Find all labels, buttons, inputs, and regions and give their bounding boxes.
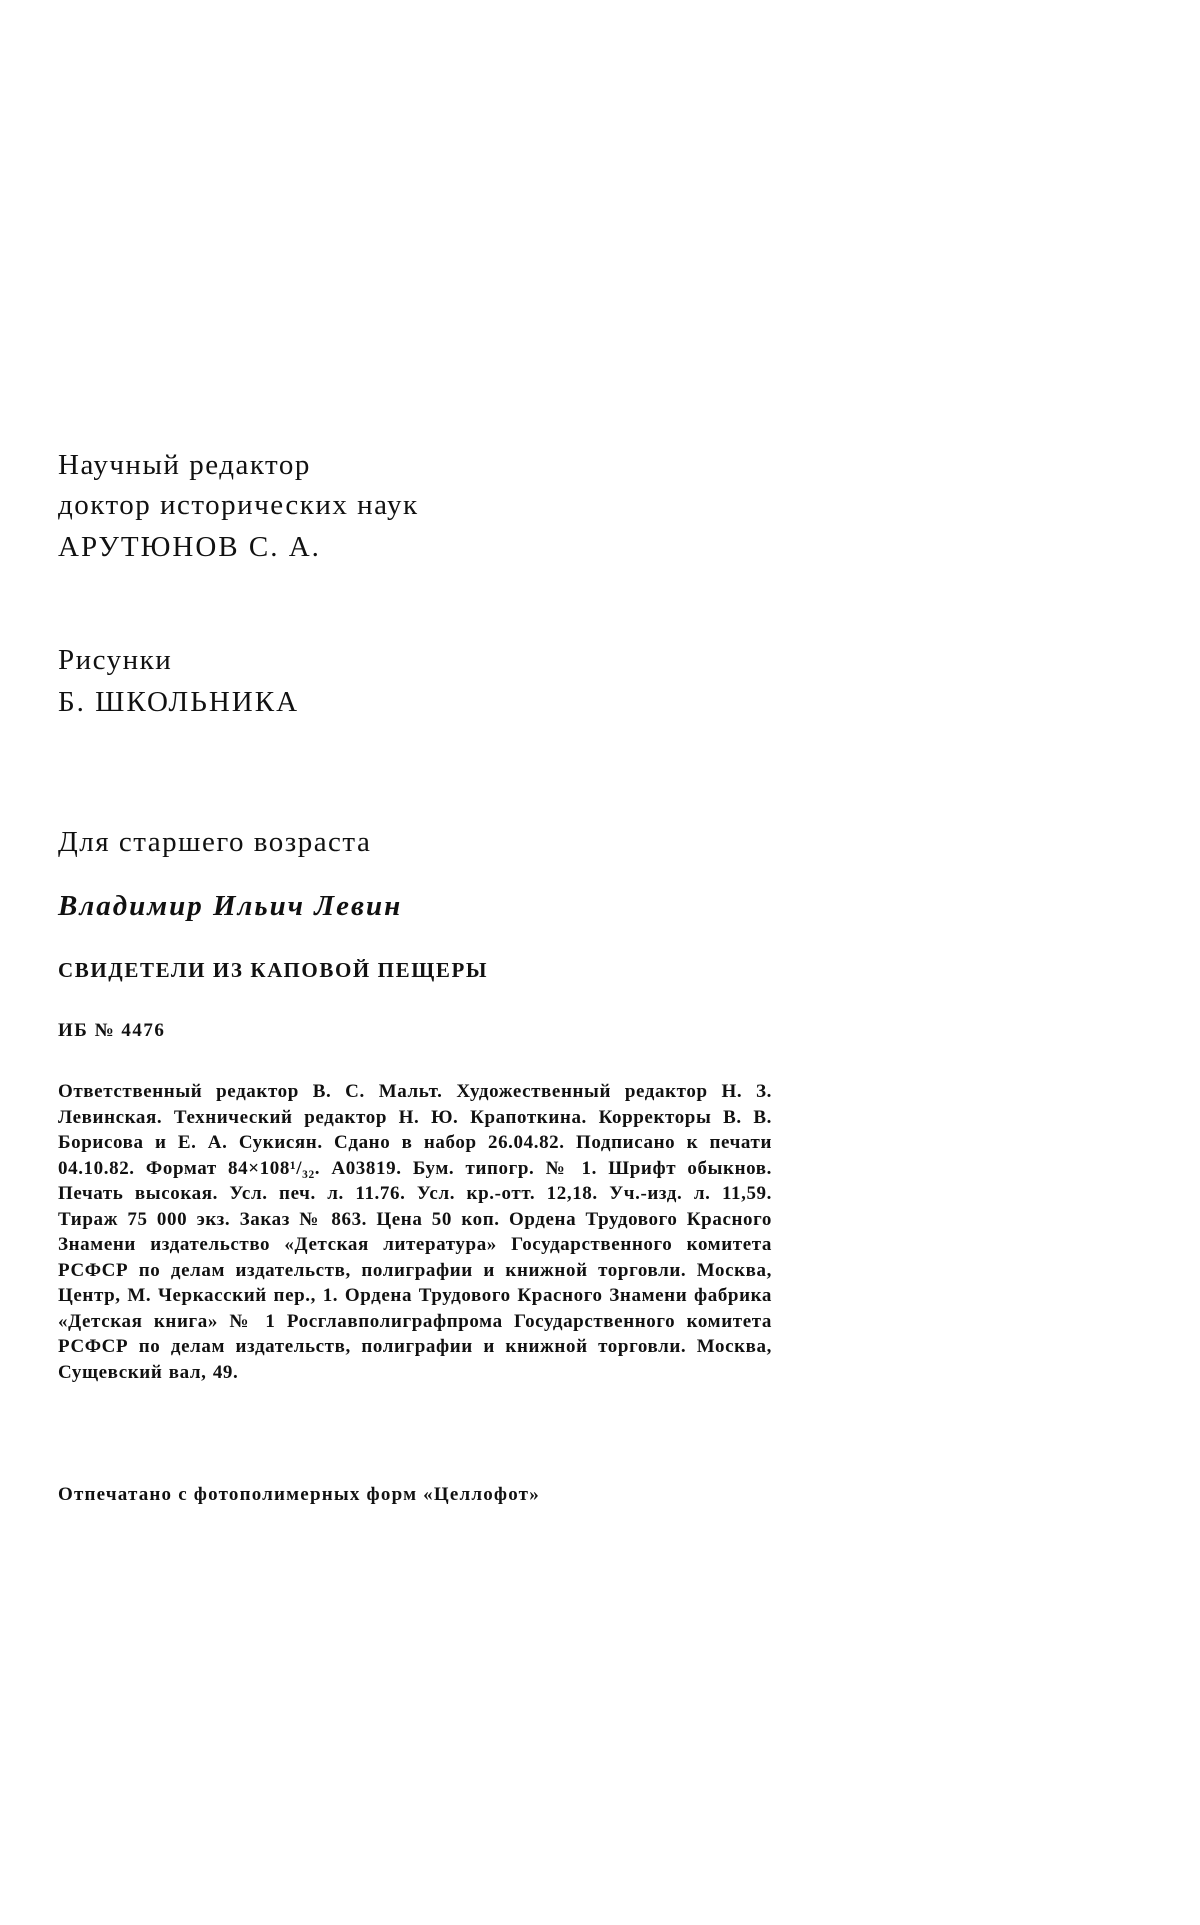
illustrations-artist: Б. ШКОЛЬНИКА (58, 686, 300, 718)
editor-degree: доктор исторических наук (58, 489, 419, 521)
editor-role: Научный редактор (58, 449, 311, 481)
illustrations-label: Рисунки (58, 644, 173, 676)
printed-note: Отпечатано с фотополимерных форм «Целлофот» (58, 1484, 540, 1505)
book-title: СВИДЕТЕЛИ ИЗ КАПОВОЙ ПЕЩЕРЫ (58, 958, 489, 982)
illustrations-block (58, 640, 299, 722)
editor-block (58, 445, 419, 567)
imprint-text: Ответственный редактор В. С. Мальт. Художественный редактор Н. З. Левинская. Технический редактор Н. Ю. Крапоткина. Корректоры В. В. Борисова и Е. А. Сукисян. Сдано в набор 26.04.82. Подписано к печати 04.10.82. Формат 84×108¹/₃₂. А03819. Бум. типогр. № 1. Шрифт обыкнов. Печать высокая. Усл. печ. л. 11.76. Усл. кр.-отт. 12,18. Уч.-изд. л. 11,59. Тираж 75 000 экз. Заказ № 863. Цена 50 коп. Ордена Трудового Красного Знамени издательство «Детская литература» Государственного комитета РСФСР по делам издательств, полиграфии и книжной торговли. Москва, Центр, М. Черкасский пер., 1. Ордена Трудового Красного Знамени фабрика «Детская книга» № 1 Росглавполиграфпрома Государственного комитета РСФСР по делам издательств, полиграфии и книжной торговли. Москва, Сущевский вал, 49. (58, 1081, 772, 1383)
audience-label: Для старшего возраста (58, 826, 372, 858)
editor-name: АРУТЮНОВ С. А. (58, 531, 321, 563)
author-name: Владимир Ильич Левин (58, 890, 403, 922)
ib-number: ИБ № 4476 (58, 1020, 166, 1041)
